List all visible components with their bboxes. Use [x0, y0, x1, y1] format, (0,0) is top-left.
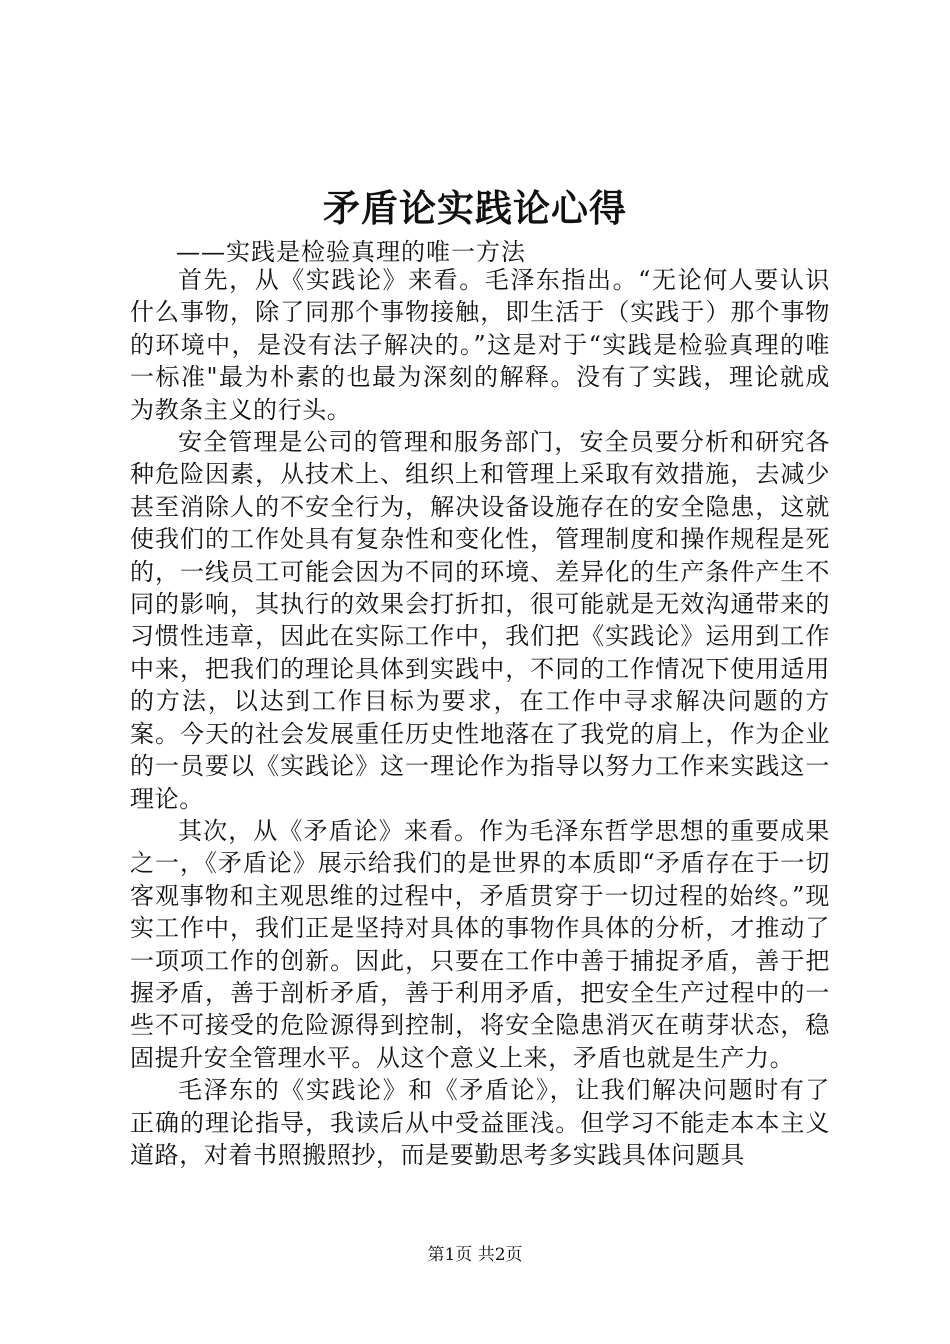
page-number-footer: 第1页 共2页 [427, 1245, 523, 1265]
document-body [130, 264, 830, 1171]
paragraph-4: 毛泽东的《实践论》和《矛盾论》，让我们解决问题时有了正确的理论指导，我读后从中受益匪浅。但学习不能走本本主义道路，对着书照搬照抄，而是要勤思考多实践具体问题具 [130, 1076, 830, 1169]
paragraph-3: 其次，从《矛盾论》来看。作为毛泽东哲学思想的重要成果之一，《矛盾论》展示给我们的是世界的本质即“矛盾存在于一切客观事物和主观思维的过程中，矛盾贯穿于一切过程的始终。”现实工作中，我们正是坚持对具体的事物作具体的分析，才推动了一项项工作的创新。因此，只要在工作中善于捕捉矛盾，善于把握矛盾，善于剖析矛盾，善于利用矛盾，把安全生产过程中的一些不可接受的危险源得到控制，将安全隐患消灭在萌芽状态，稳固提升安全管理水平。从这个意义上来，矛盾也就是生产力。 [130, 816, 830, 1072]
document-subtitle: ——实践是检验真理的唯一方法 [176, 238, 526, 266]
paragraph-1: 首先，从《实践论》来看。毛泽东指出。“无论何人要认识什么事物，除了同那个事物接触，即生活于（实践于）那个事物的环境中，是没有法子解决的。”这是对于“实践是检验真理的唯一标准"最为朴素的也最为深刻的解释。没有了实践，理论就成为教条主义的行头。 [130, 266, 830, 424]
document-title: 矛盾论实践论心得 [323, 186, 627, 230]
paragraph-2: 安全管理是公司的管理和服务部门，安全员要分析和研究各种危险因素，从技术上、组织上和管理上采取有效措施，去减少甚至消除人的不安全行为，解决设备设施存在的安全隐患，这就使我们的工作处具有复杂性和变化性，管理制度和操作规程是死的，一线员工可能会因为不同的环境、差异化的生产条件产生不同的影响，其执行的效果会打折扣，很可能就是无效沟通带来的习惯性违章，因此在实际工作中，我们把《实践论》运用到工作中来，把我们的理论具体到实践中，不同的工作情况下使用适用的方法，以达到工作目标为要求，在工作中寻求解决问题的方案。今天的社会发展重任历史性地落在了我党的肩上，作为企业的一员要以《实践论》这一理论作为指导以努力工作来实践这一理论。 [130, 428, 830, 813]
